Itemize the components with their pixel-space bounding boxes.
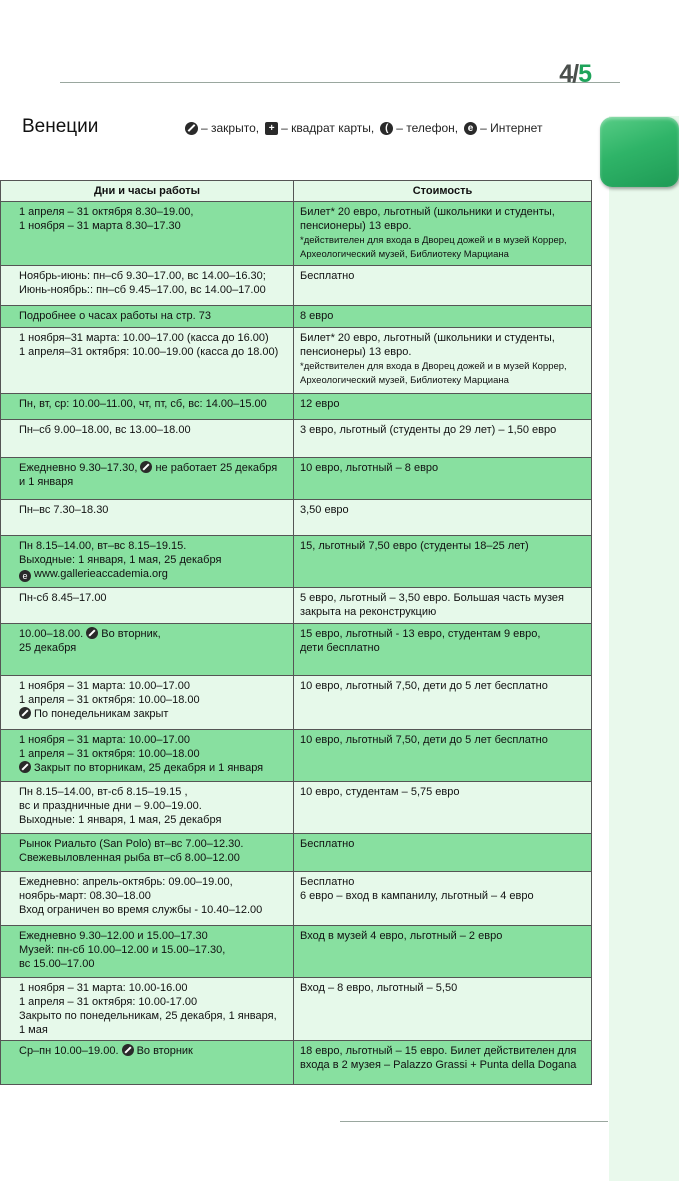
- price-line: 6 евро – вход в кампанилу, льготный – 4 евро: [300, 890, 534, 902]
- hours-line: Июнь-ноябрь:: пн–сб 9.45–17.00, вс 14.00–17.00: [19, 284, 266, 296]
- hours-line: Свежевыловленная рыба вт–сб 8.00–12.00: [19, 852, 240, 864]
- hours-line: вс 15.00–17.00: [19, 958, 95, 970]
- hours-line: Ср–пн 10.00–19.00.: [19, 1045, 122, 1057]
- price-line: пенсионеры) 13 евро.: [300, 346, 412, 358]
- price-cell: [294, 872, 592, 926]
- hours-line: 1 ноября – 31 марта: 10.00-16.00: [19, 982, 188, 994]
- hours-line: Пн 8.15–14.00, вт–вс 8.15–19.15.: [19, 540, 187, 552]
- table-row: [1, 834, 592, 872]
- table-row: [1, 536, 592, 588]
- closed-note: Во вторник,: [101, 628, 161, 640]
- table-row: [1, 730, 592, 782]
- price-line: 10 евро, студентам – 5,75 евро: [300, 786, 460, 798]
- hours-cell: [1, 536, 294, 588]
- price-cell: [294, 782, 592, 834]
- table-row: [1, 588, 592, 624]
- price-cell: [294, 624, 592, 676]
- hours-cell: [1, 588, 294, 624]
- closed-note: Во вторник: [136, 1045, 193, 1057]
- price-cell: [294, 834, 592, 872]
- hours-line: Ежедневно 9.30–17.30,: [19, 462, 141, 474]
- city-title: Венеции: [22, 116, 99, 137]
- hours-line: Пн–вс 7.30–18.30: [19, 504, 109, 516]
- closed-icon: [140, 461, 152, 473]
- hours-line: Рынок Риальто (San Polo) вт–вс 7.00–12.30.: [19, 838, 244, 850]
- price-line: 10 евро, льготный 7,50, дети до 5 лет бесплатно: [300, 734, 548, 746]
- hours-line: вс и праздничные дни – 9.00–19.00.: [19, 800, 202, 812]
- hours-cell: [1, 266, 294, 306]
- museum-hours-table: [0, 180, 592, 1085]
- hours-line: Ежедневно 9.30–12.00 и 15.00–17.30: [19, 930, 208, 942]
- price-cell: [294, 394, 592, 420]
- closed-note: По понедельникам закрыт: [34, 708, 169, 720]
- price-line: Вход в музей 4 евро, льготный – 2 евро: [300, 930, 503, 942]
- price-line: 10 евро, льготный – 8 евро: [300, 462, 439, 474]
- closed-note: Закрыт по вторникам, 25 декабря и 1 января: [34, 762, 264, 774]
- hours-cell: [1, 624, 294, 676]
- price-line: Билет* 20 евро, льготный (школьники и студенты,: [300, 332, 555, 344]
- hours-cell: [1, 458, 294, 500]
- price-line: Бесплатно: [300, 270, 355, 282]
- closed-icon: [185, 122, 198, 135]
- price-line: Бесплатно: [300, 838, 355, 850]
- table-row: [1, 420, 592, 458]
- price-line: 10 евро, льготный 7,50, дети до 5 лет бесплатно: [300, 680, 548, 692]
- price-line: пенсионеры) 13 евро.: [300, 220, 412, 232]
- right-side-strip: [609, 116, 679, 1181]
- table-row: [1, 676, 592, 730]
- hours-line: Выходные: 1 января, 1 мая, 25 декабря: [19, 814, 222, 826]
- hours-cell: [1, 676, 294, 730]
- price-cell: [294, 202, 592, 266]
- legend: – закрыто, + – квадрат карты, ( – телефон, e – Интернет: [185, 121, 542, 135]
- hours-line: Закрыто по понедельникам, 25 декабря, 1 января,: [19, 1010, 277, 1022]
- table-row: [1, 978, 592, 1041]
- table-row: [1, 394, 592, 420]
- table-row: [1, 202, 592, 266]
- hours-cell: [1, 730, 294, 782]
- table-row: [1, 500, 592, 536]
- closed-icon: [86, 627, 98, 639]
- hours-cell: [1, 420, 294, 458]
- hours-line: Вход ограничен во время службы - 10.40–12.00: [19, 904, 263, 916]
- price-cell: [294, 730, 592, 782]
- price-cell: [294, 328, 592, 394]
- hours-line: Музей: пн-сб 10.00–12.00 и 15.00–17.30,: [19, 944, 226, 956]
- phone-icon: (: [380, 122, 393, 135]
- price-line: 5 евро, льготный – 3,50 евро. Большая часть музея: [300, 592, 564, 604]
- hours-line: 1 ноября – 31 марта 8.30–17.30: [19, 220, 181, 232]
- price-cell: [294, 266, 592, 306]
- hours-cell: [1, 500, 294, 536]
- price-line: 18 евро, льготный – 15 евро. Билет действителен для: [300, 1045, 577, 1057]
- price-line: закрыта на реконструкцию: [300, 606, 437, 618]
- page-number: 4/5: [559, 60, 591, 88]
- map-square-icon: +: [265, 122, 278, 135]
- price-cell: [294, 978, 592, 1041]
- hours-line: Подробнее о часах работы на стр. 73: [19, 310, 211, 322]
- hours-line: 1 апреля – 31 октября: 10.00–18.00: [19, 694, 200, 706]
- price-cell: [294, 588, 592, 624]
- price-note: Археологический музей, Библиотеку Марциана: [300, 249, 509, 260]
- price-line: Вход – 8 евро, льготный – 5,50: [300, 982, 458, 994]
- table-row: [1, 782, 592, 834]
- price-line: 3,50 евро: [300, 504, 349, 516]
- table-body: [1, 202, 592, 1085]
- hours-cell: [1, 306, 294, 328]
- price-cell: [294, 306, 592, 328]
- price-line: входа в 2 музея – Palazzo Grassi + Punta della Dogana: [300, 1059, 577, 1071]
- hours-line: 1 апреля–31 октября: 10.00–19.00 (касса до 18.00): [19, 346, 279, 358]
- hours-line: 10.00–18.00.: [19, 628, 87, 640]
- header-price: Стоимость: [294, 181, 592, 202]
- hours-line: 1 апреля – 31 октября 8.30–19.00,: [19, 206, 194, 218]
- internet-icon: e: [464, 122, 477, 135]
- hours-line: 1 мая: [19, 1024, 48, 1036]
- hours-cell: [1, 782, 294, 834]
- price-cell: [294, 420, 592, 458]
- header-hours: Дни и часы работы: [1, 181, 294, 202]
- hours-line: Пн, вт, ср: 10.00–11.00, чт, пт, сб, вс: 14.00–15.00: [19, 398, 267, 410]
- top-rule: [60, 82, 620, 83]
- price-cell: [294, 500, 592, 536]
- hours-cell: [1, 978, 294, 1041]
- price-cell: [294, 926, 592, 978]
- table-header-row: [1, 181, 592, 202]
- price-line: 15 евро, льготный - 13 евро, студентам 9 евро,: [300, 628, 541, 640]
- hours-line: 25 декабря: [19, 642, 77, 654]
- price-line: 3 евро, льготный (студенты до 29 лет) – 1,50 евро: [300, 424, 557, 436]
- price-note: Археологический музей, Библиотеку Марциана: [300, 375, 509, 386]
- hours-cell: [1, 394, 294, 420]
- table-row: [1, 306, 592, 328]
- table-row: [1, 926, 592, 978]
- hours-line: и 1 января: [19, 476, 74, 488]
- price-line: Бесплатно: [300, 876, 355, 888]
- closed-icon: [19, 761, 31, 773]
- bottom-rule: [340, 1121, 608, 1122]
- hours-line: Пн–сб 9.00–18.00, вс 13.00–18.00: [19, 424, 191, 436]
- hours-cell: [1, 872, 294, 926]
- price-line: 8 евро: [300, 310, 334, 322]
- table-row: [1, 872, 592, 926]
- hours-line: 1 ноября – 31 марта: 10.00–17.00: [19, 734, 190, 746]
- hours-cell: [1, 328, 294, 394]
- table-row: [1, 458, 592, 500]
- price-cell: [294, 536, 592, 588]
- price-cell: [294, 1041, 592, 1085]
- hours-line: 1 ноября–31 марта: 10.00–17.00 (касса до 16.00): [19, 332, 269, 344]
- internet-icon: e: [19, 570, 31, 582]
- hours-line: 1 апреля – 31 октября: 10.00–18.00: [19, 748, 200, 760]
- hours-line: 1 апреля – 31 октября: 10.00-17.00: [19, 996, 198, 1008]
- hours-line: Пн 8.15–14.00, вт-сб 8.15–19.15 ,: [19, 786, 188, 798]
- website-link[interactable]: www.gallerieaccademia.org: [34, 568, 168, 580]
- hours-line: 1 ноября – 31 марта: 10.00–17.00: [19, 680, 190, 692]
- hours-line: Пн-сб 8.45–17.00: [19, 592, 107, 604]
- hours-line: Ноябрь-июнь: пн–сб 9.30–17.00, вс 14.00–16.30;: [19, 270, 266, 282]
- closed-icon: [19, 707, 31, 719]
- price-line: дети бесплатно: [300, 642, 380, 654]
- price-line: Билет* 20 евро, льготный (школьники и студенты,: [300, 206, 555, 218]
- hours-cell: [1, 1041, 294, 1085]
- hours-line: Выходные: 1 января, 1 мая, 25 декабря: [19, 554, 222, 566]
- closed-icon: [122, 1044, 134, 1056]
- table-row: [1, 624, 592, 676]
- table-row: [1, 328, 592, 394]
- price-note: *действителен для входа в Дворец дожей и в музей Коррер,: [300, 361, 567, 372]
- price-line: 12 евро: [300, 398, 340, 410]
- price-line: 15, льготный 7,50 евро (студенты 18–25 лет): [300, 540, 529, 552]
- table-row: [1, 1041, 592, 1085]
- price-cell: [294, 458, 592, 500]
- hours-line: Ежедневно: апрель-октябрь: 09.00–19.00,: [19, 876, 233, 888]
- price-cell: [294, 676, 592, 730]
- closed-note: не работает 25 декабря: [155, 462, 278, 474]
- hours-cell: [1, 926, 294, 978]
- price-note: *действителен для входа в Дворец дожей и в музей Коррер,: [300, 235, 567, 246]
- hours-cell: [1, 834, 294, 872]
- hours-cell: [1, 202, 294, 266]
- table-row: [1, 266, 592, 306]
- hours-line: ноябрь-март: 08.30–18.00: [19, 890, 151, 902]
- section-tab-button[interactable]: [600, 117, 679, 187]
